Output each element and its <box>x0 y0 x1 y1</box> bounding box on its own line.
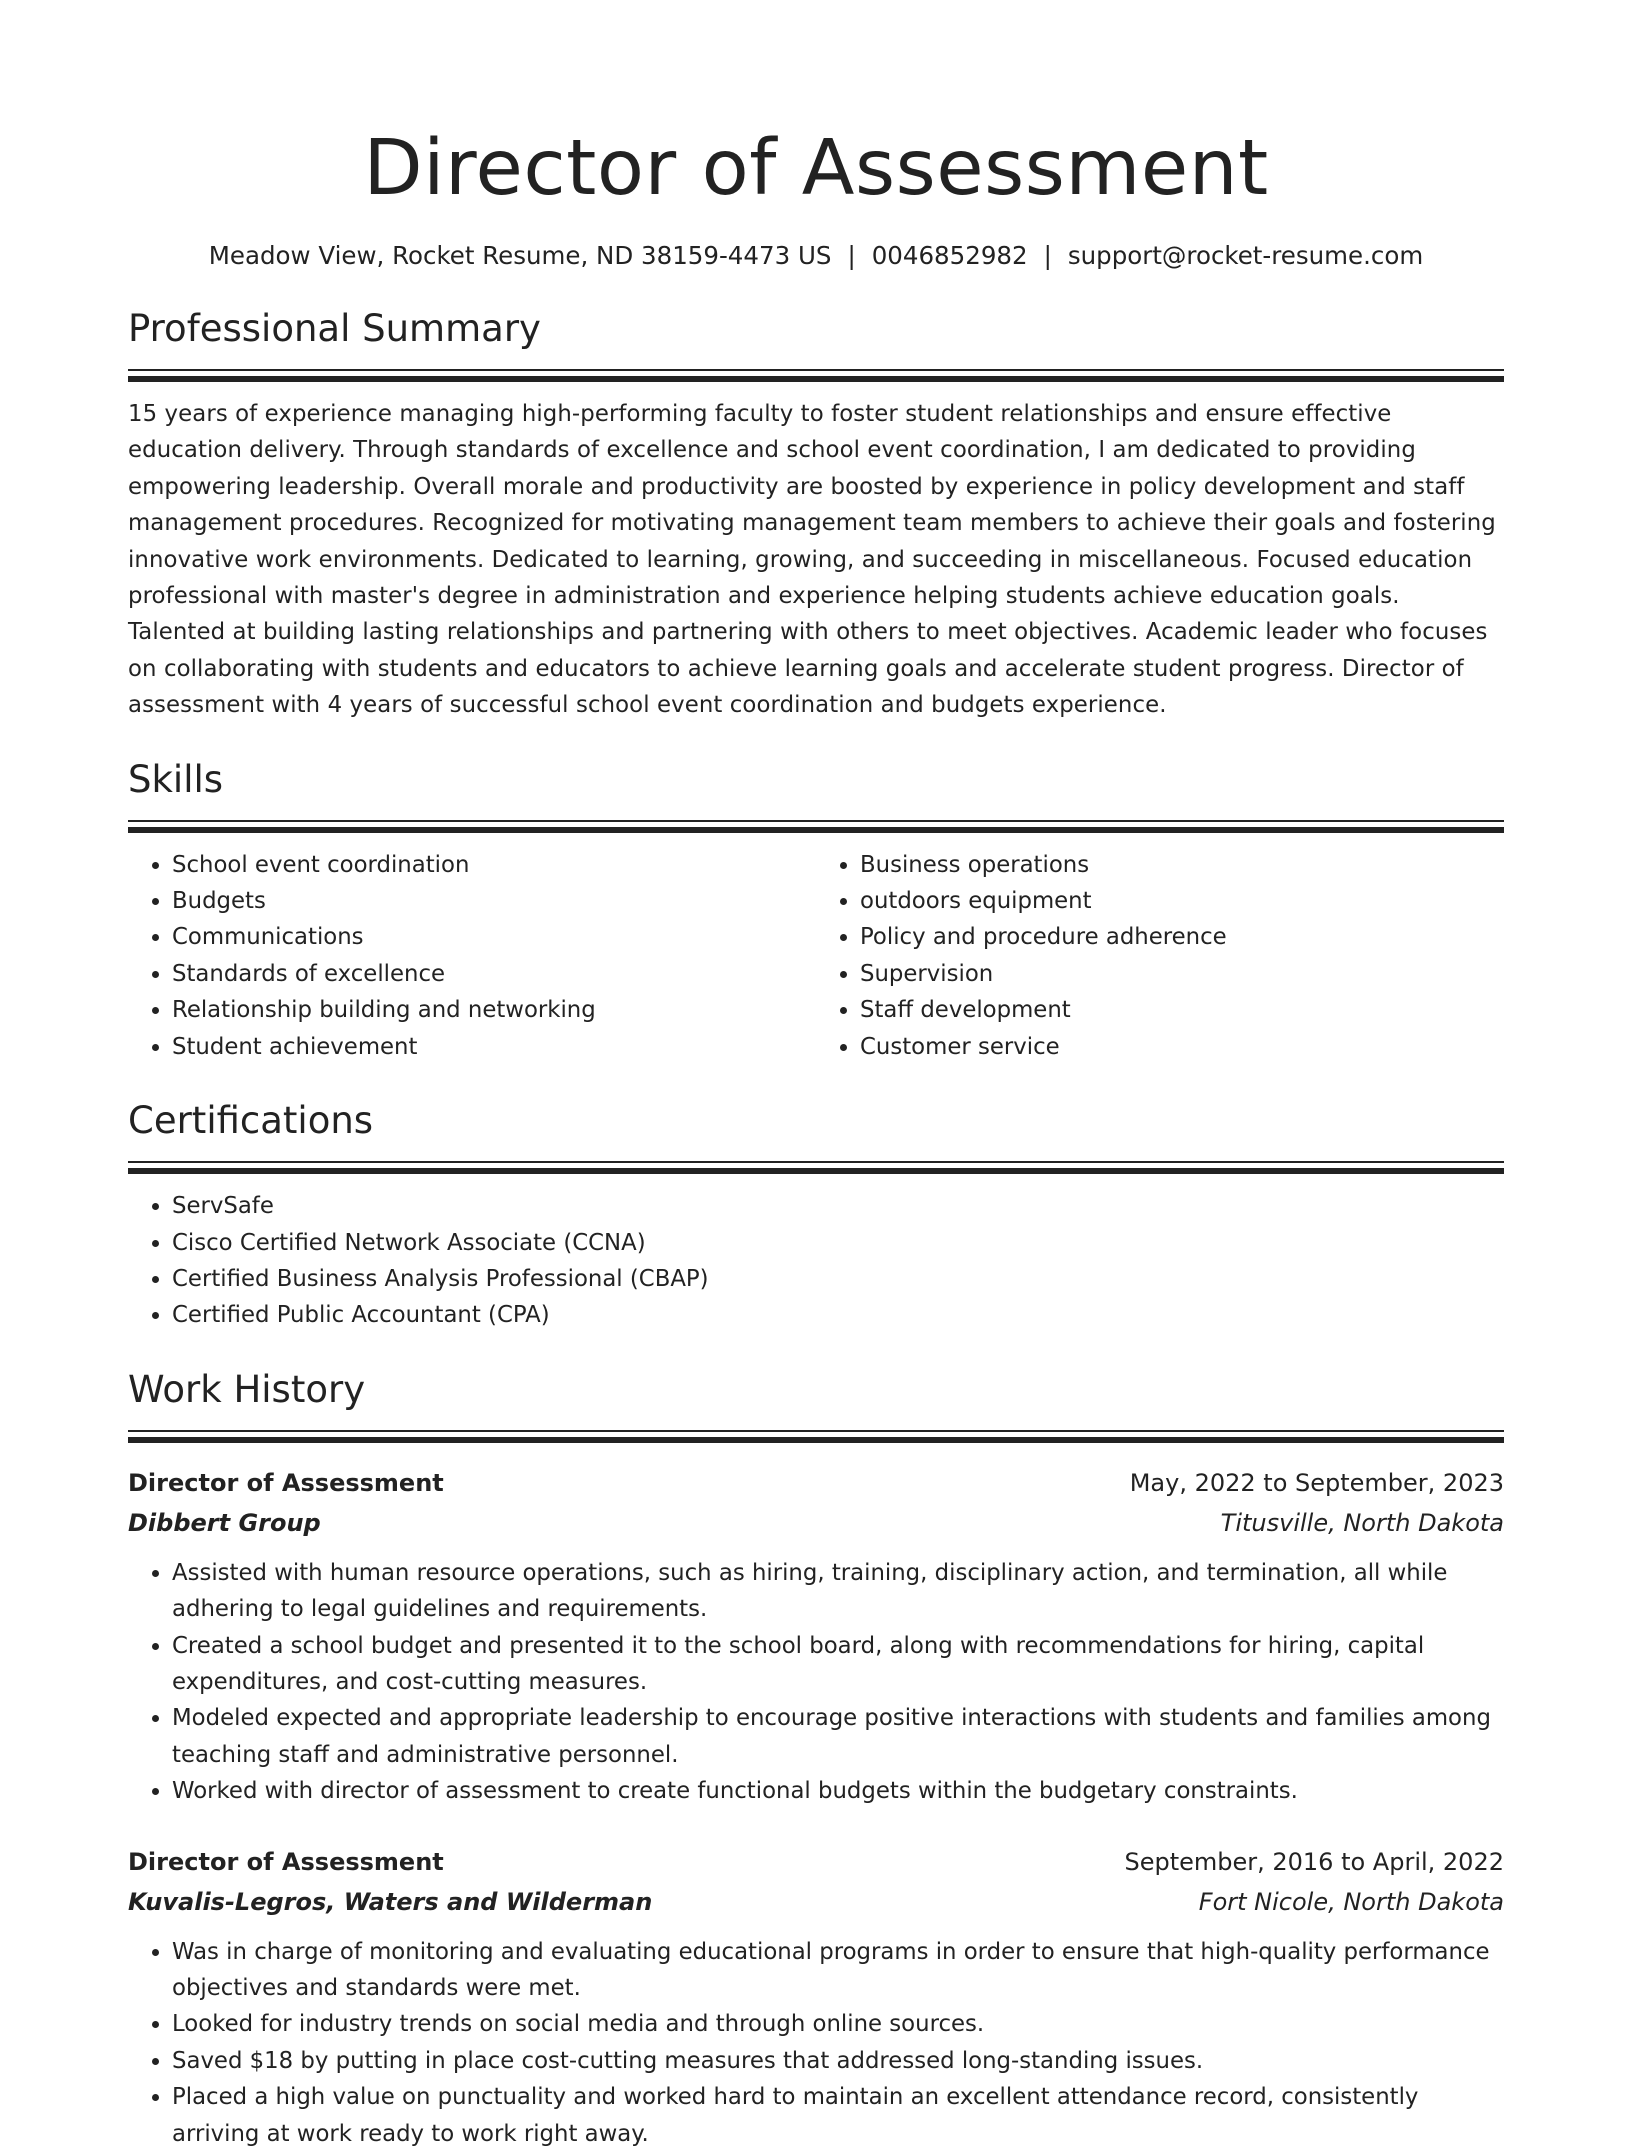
job-company-row <box>128 1882 1504 1922</box>
skill-item: • School event coordination <box>172 847 816 883</box>
skills-grid <box>128 833 1504 1065</box>
contact-separator: | <box>1043 241 1052 270</box>
skill-item: • Budgets <box>172 883 816 919</box>
job-bullet: • Was in charge of monitoring and evaluating educational programs in order to ensure that high-quality performance objectives and standards were met. <box>172 1934 1504 2007</box>
skill-item: • Relationship building and networking <box>172 992 816 1028</box>
section-divider <box>128 1161 1504 1174</box>
contact-address: Meadow View, Rocket Resume, ND 38159-4473 US <box>208 241 832 270</box>
contact-separator: | <box>847 241 856 270</box>
job-dates: May, 2022 to September, 2023 <box>1129 1468 1504 1497</box>
job-responsibilities <box>128 1934 1504 2152</box>
section-title-skills: Skills <box>128 757 224 801</box>
skill-item: • Business operations <box>860 847 1504 883</box>
job-header-row <box>128 1463 1504 1503</box>
certifications-list <box>128 1188 1504 1334</box>
candidate-name: Director of Assessment <box>363 124 1269 213</box>
job-bullet: • Looked for industry trends on social media and through online sources. <box>172 2006 1504 2042</box>
skill-item: • outdoors equipment <box>860 883 1504 919</box>
job-bullet: • Created a school budget and presented it to the school board, along with recommendations for hiring, capital expenditures, and cost-cutting measures. <box>172 1628 1504 1701</box>
skills-list-right <box>816 847 1504 1065</box>
section-divider <box>128 369 1504 382</box>
skills-list-left <box>128 847 816 1065</box>
skill-item: • Customer service <box>860 1029 1504 1065</box>
job-title: Director of Assessment <box>128 1847 444 1876</box>
job-entry <box>128 1463 1504 1810</box>
section-divider <box>128 1430 1504 1443</box>
section-title-summary: Professional Summary <box>128 307 541 350</box>
summary-text: 15 years of experience managing high-performing faculty to foster student relationships and ensure effective education delivery. Through standards of excellence and school event coordination, I am dedicated to providing empowering leadership. Overall morale and productivity are boosted by experience in policy development and staff management procedures. Recognized for motivating management team members to achieve their goals and fostering innovative work environments. Dedicated to learning, growing, and succeeding in miscellaneous. Focused education professional with master's degree in administration and experience helping students achieve education goals. Talented at building lasting relationships and partnering with others to meet objectives. Academic leader who focuses on collaborating with students and educators to achieve learning goals and accelerate student progress. Director of assessment with 4 years of successful school event coordination and budgets experience. <box>128 401 1496 719</box>
job-entry <box>128 1842 1504 2152</box>
job-location: Fort Nicole, North Dakota <box>1198 1887 1504 1916</box>
skill-item: • Supervision <box>860 956 1504 992</box>
contact-email[interactable]: support@rocket-resume.com <box>1067 241 1424 270</box>
job-bullet: • Worked with director of assessment to create functional budgets within the budgetary constraints. <box>172 1773 1504 1809</box>
section-divider <box>128 820 1504 833</box>
skill-item: • Staff development <box>860 992 1504 1028</box>
job-location: Titusville, North Dakota <box>1220 1508 1504 1537</box>
skill-item: • Student achievement <box>172 1029 816 1065</box>
certification-item: • Certified Public Accountant (CPA) <box>172 1297 1504 1333</box>
job-responsibilities <box>128 1555 1504 1810</box>
summary-section <box>128 305 1504 724</box>
skill-item: • Standards of excellence <box>172 956 816 992</box>
section-title-work-history: Work History <box>128 1367 366 1411</box>
contact-phone: 0046852982 <box>871 241 1028 270</box>
job-header-row <box>128 1842 1504 1882</box>
contact-line <box>128 239 1504 273</box>
skill-item: • Policy and procedure adherence <box>860 919 1504 955</box>
skills-section <box>128 756 1504 1065</box>
skill-item: • Communications <box>172 919 816 955</box>
work-history-section <box>128 1366 1504 2152</box>
job-company: Dibbert Group <box>128 1508 321 1537</box>
job-company: Kuvalis-Legros, Waters and Wilderman <box>128 1887 653 1916</box>
job-bullet: • Saved $18 by putting in place cost-cutting measures that addressed long-standing issues. <box>172 2043 1504 2079</box>
certification-item: • ServSafe <box>172 1188 1504 1224</box>
job-title: Director of Assessment <box>128 1468 444 1497</box>
certification-item: • Cisco Certified Network Associate (CCNA) <box>172 1225 1504 1261</box>
section-title-certifications: Certifications <box>128 1099 374 1143</box>
job-company-row <box>128 1503 1504 1543</box>
certifications-section <box>128 1097 1504 1334</box>
job-bullet: • Assisted with human resource operations, such as hiring, training, disciplinary action, and termination, all while adhering to legal guidelines and requirements. <box>172 1555 1504 1628</box>
job-bullet: • Modeled expected and appropriate leadership to encourage positive interactions with students and families among teaching staff and administrative personnel. <box>172 1700 1504 1773</box>
certification-item: • Certified Business Analysis Professional (CBAP) <box>172 1261 1504 1297</box>
job-bullet: • Placed a high value on punctuality and worked hard to maintain an excellent attendance record, consistently arriving at work ready to work right away. <box>172 2079 1504 2152</box>
job-dates: September, 2016 to April, 2022 <box>1124 1847 1504 1876</box>
